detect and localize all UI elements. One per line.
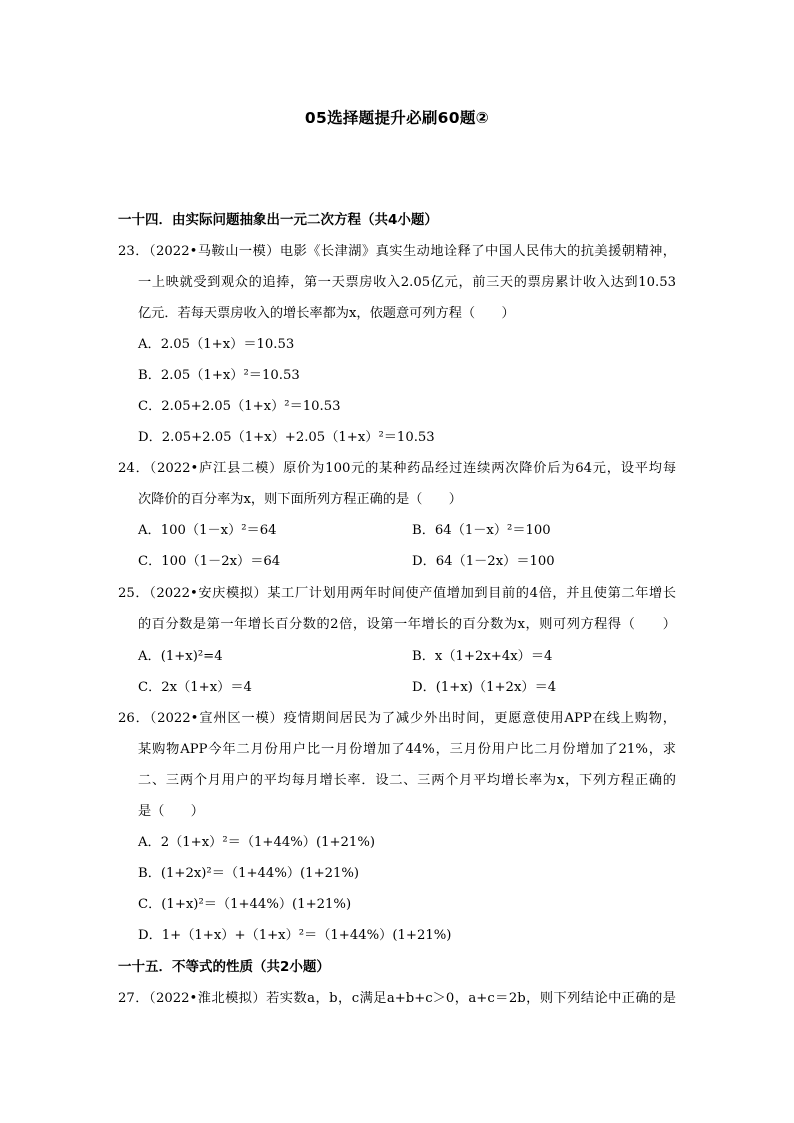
question-23-line-3: 亿元．若每天票房收入的增长率都为x，依题意可列方程（ ）	[138, 306, 515, 321]
question-25-option-a: A．(1+x)²=4	[138, 649, 223, 664]
question-23-option-d: D．2.05+2.05（1+x）+2.05（1+x）²＝10.53	[138, 430, 435, 445]
question-25-option-d: D．(1+x)（1+2x）＝4	[412, 680, 557, 695]
question-24-option-b: B．64（1－x）²＝100	[412, 523, 551, 538]
question-25-line-2: 的百分数是第一年增长百分数的2倍，设第一年增长的百分数为x，则可列方程得（ ）	[138, 617, 676, 632]
question-26-option-b: B．(1+2x)²＝（1+44%）(1+21%)	[138, 866, 360, 881]
question-25-option-c: C．2x（1+x）＝4	[138, 680, 252, 695]
question-26-line-1: 26．（2022•宣州区一模）疫情期间居民为了减少外出时间，更愿意使用APP在线上购物，	[118, 711, 676, 726]
question-26-option-d: D．1+（1+x）+（1+x）²＝（1+44%）(1+21%)	[138, 928, 452, 943]
question-23-option-c: C．2.05+2.05（1+x）²＝10.53	[138, 399, 341, 414]
question-26-line-4: 是（ ）	[138, 804, 204, 819]
question-26-line-2: 某购物APP今年二月份用户比一月份增加了44%，三月份用户比二月份增加了21%，求	[138, 742, 676, 757]
question-23-line-2: 一上映就受到观众的追捧，第一天票房收入2.05亿元，前三天的票房累计收入达到10.53	[138, 275, 676, 290]
question-24-option-a: A．100（1－x）²＝64	[138, 523, 277, 538]
section-heading: 一十四．由实际问题抽象出一元二次方程（共4小题）	[118, 212, 438, 228]
question-24-option-c: C．100（1－2x）＝64	[138, 554, 281, 569]
question-26-option-c: C．(1+x)²＝（1+44%）(1+21%)	[138, 897, 352, 912]
question-26-line-3: 二、三两个月用户的平均每月增长率．设二、三两个月平均增长率为x，下列方程正确的	[138, 773, 676, 788]
question-24-line-2: 次降价的百分率为x，则下面所列方程正确的是（ ）	[138, 492, 462, 507]
question-23-option-b: B．2.05（1+x）²＝10.53	[138, 368, 300, 383]
section-heading: 一十五．不等式的性质（共2小题）	[118, 959, 330, 975]
question-26-option-a: A．2（1+x）²＝（1+44%）(1+21%)	[138, 835, 375, 850]
question-27-line-1: 27．（2022•淮北模拟）若实数a，b，c满足a+b+c＞0，a+c＝2b，则下列结论中正确的是	[118, 991, 676, 1006]
question-24-option-d: D．64（1－2x）＝100	[412, 554, 555, 569]
question-25-option-b: B．x（1+2x+4x）＝4	[412, 649, 553, 664]
question-24-line-1: 24．（2022•庐江县二模）原价为100元的某种药品经过连续两次降价后为64元，设平均每	[118, 461, 676, 476]
question-23-option-a: A．2.05（1+x）＝10.53	[138, 337, 295, 352]
page-title: 05选择题提升必刷60题②	[304, 109, 490, 127]
question-25-line-1: 25．（2022•安庆模拟）某工厂计划用两年时间使产值增加到目前的4倍，并且使第二年增长	[118, 586, 676, 601]
question-23-line-1: 23．（2022•马鞍山一模）电影《长津湖》真实生动地诠释了中国人民伟大的抗美援朝精神，	[118, 244, 676, 259]
